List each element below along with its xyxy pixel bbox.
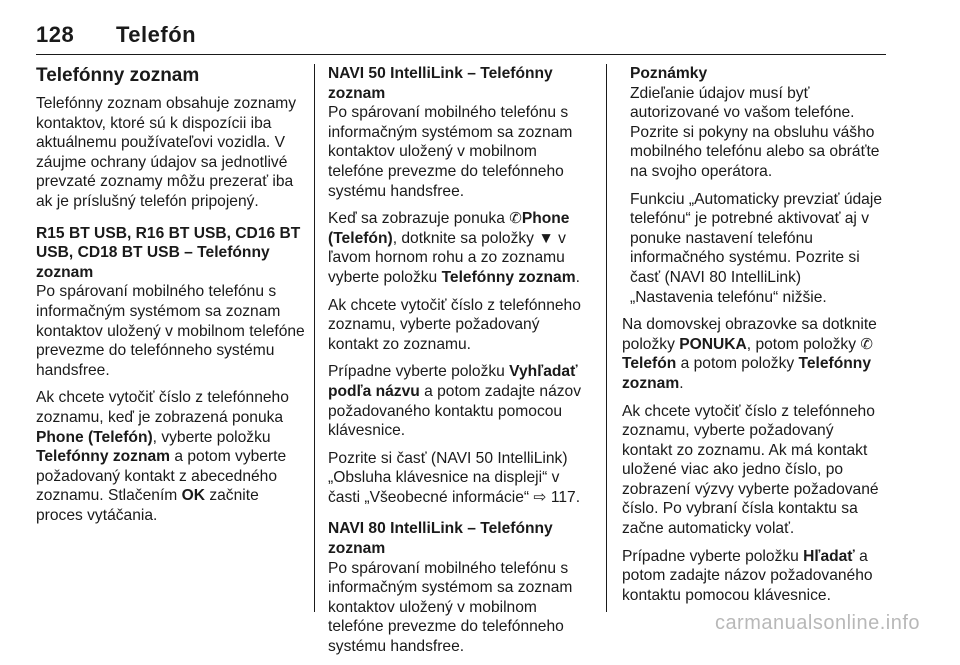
paragraph-navi80-dial: Ak chcete vytočiť číslo z telefónneho zoznamu, vyberte požadovaný kontakt zo zoznamu. Ak má kontakt uložené viac ako jedno číslo, po zobrazení výzvy vyberte požadované číslo. Po vybraní čísla kontaktu sa začne automaticky volať. [622, 402, 879, 538]
phone-icon: ✆ [509, 210, 522, 228]
paragraph-navi80-search: Prípadne vyberte položku Hľadať a potom zadajte názov požadovaného kontaktu pomocou klávesnice. [622, 547, 873, 604]
paragraph-navi80-menu: Na domovskej obrazovke sa dotknite položky PONUKA, potom položky ✆Telefón a potom položky Telefónny zoznam. [622, 316, 877, 392]
paragraph-navi50-dial: Ak chcete vytočiť číslo z telefónneho zoznamu, vyberte požadovaný kontakt zo zoznamu. [328, 296, 581, 353]
dropdown-arrow-icon: ▼ [538, 229, 554, 247]
paragraph-navi50-reference: Pozrite si časť (NAVI 50 IntelliLink) „Obsluha klávesnice na displeji“ v časti „Všeobecné informácie“ ⇨ 117. [328, 449, 581, 506]
note-box [622, 64, 888, 307]
menu-phone: Phone (Telefón) [36, 428, 153, 446]
page-number: 128 [36, 22, 75, 47]
subheading-radio-models: R15 BT USB, R16 BT USB, CD16 BT USB, CD18 BT USB – Telefónny zoznam [36, 224, 301, 281]
key-ok: OK [181, 487, 205, 505]
paragraph-pairing: Po spárovaní mobilného telefónu s informačným systémom sa zoznam kontaktov uložený v mobilnom telefóne prevezme do telefónneho systému handsfree. [36, 283, 305, 379]
section-title: Telefónny zoznam [36, 65, 200, 86]
paragraph-dialing: Ak chcete vytočiť číslo z telefónneho zoznamu, keď je zobrazená ponuka Phone (Telefón), vyberte položku Telefónny zoznam a potom vyberte požadovaný kontakt z abecedného zoznamu. Stlačením OK začnite proces vytáčania. [36, 389, 289, 524]
paragraph-navi50-pairing: Po spárovaní mobilného telefónu s informačným systémom sa zoznam kontaktov uložený v mobilnom telefóne prevezme do telefónneho systému handsfree. [328, 104, 573, 200]
menu-phonebook: Telefónny zoznam [622, 355, 872, 392]
column-left [36, 64, 306, 533]
menu-phonebook: Telefónny zoznam [441, 268, 576, 286]
menu-phonebook: Telefónny zoznam [36, 448, 171, 466]
paragraph-navi80-pairing: Po spárovaní mobilného telefónu s informačným systémom sa zoznam kontaktov uložený v mobilnom telefóne prevezme do telefónneho systému handsfree. [328, 559, 573, 656]
column-right [622, 64, 888, 613]
subheading-navi50: NAVI 50 IntelliLink – Telefónny zoznam [328, 65, 553, 102]
watermark: carmanualsonline.info [714, 612, 920, 634]
page-reference-icon: ⇨ [533, 488, 547, 506]
subheading-navi80: NAVI 80 IntelliLink – Telefónny zoznam [328, 520, 553, 558]
page-header [36, 22, 886, 52]
note-title: Poznámky [630, 65, 708, 82]
menu-phone: Phone (Telefón) [328, 210, 570, 247]
paragraph-navi50-menu: Keď sa zobrazuje ponuka ✆Phone (Telefón), dotknite sa položky ▼ v ľavom hornom rohu a zo zoznamu vyberte položku Telefónny zoznam. [328, 210, 580, 286]
column-divider-1 [314, 64, 315, 612]
paragraph-navi50-search: Prípadne vyberte položku Vyhľadať podľa názvu a potom zadajte názov požadovaného kontaktu pomocou klávesnice. [328, 363, 582, 440]
note-paragraph-2: Funkciu „Automaticky prevziať údaje telefónu“ je potrebné aktivovať aj v ponuke nastavení telefónu informačného systému. Pozrite si časť (NAVI 80 IntelliLink) „Nastavenia telefónu“ nižšie. [630, 190, 882, 306]
menu-ponuka: PONUKA [679, 335, 747, 353]
note-paragraph-1: Zdieľanie údajov musí byť autorizované vo vašom telefóne. Pozrite si pokyny na obsluhu vášho mobilného telefónu alebo sa obráťte na svojho operátora. [630, 84, 880, 180]
phone-icon: ✆ [860, 335, 873, 353]
header-rule [36, 54, 886, 55]
menu-search: Hľadať [803, 547, 855, 565]
menu-search-by-name: Vyhľadať podľa názvu [328, 363, 578, 400]
intro-paragraph: Telefónny zoznam obsahuje zoznamy kontaktov, ktoré sú k dispozícii iba aktuálnemu používateľovi vozidla. V záujme ochrany údajov sa jednotlivé prevzaté zoznamy môžu prezerať iba ak je príslušný telefón pripojený. [36, 95, 297, 210]
column-divider-2 [606, 64, 607, 612]
column-middle [328, 64, 593, 665]
chapter-title: Telefón [116, 22, 197, 47]
menu-phone: Telefón [622, 355, 677, 373]
